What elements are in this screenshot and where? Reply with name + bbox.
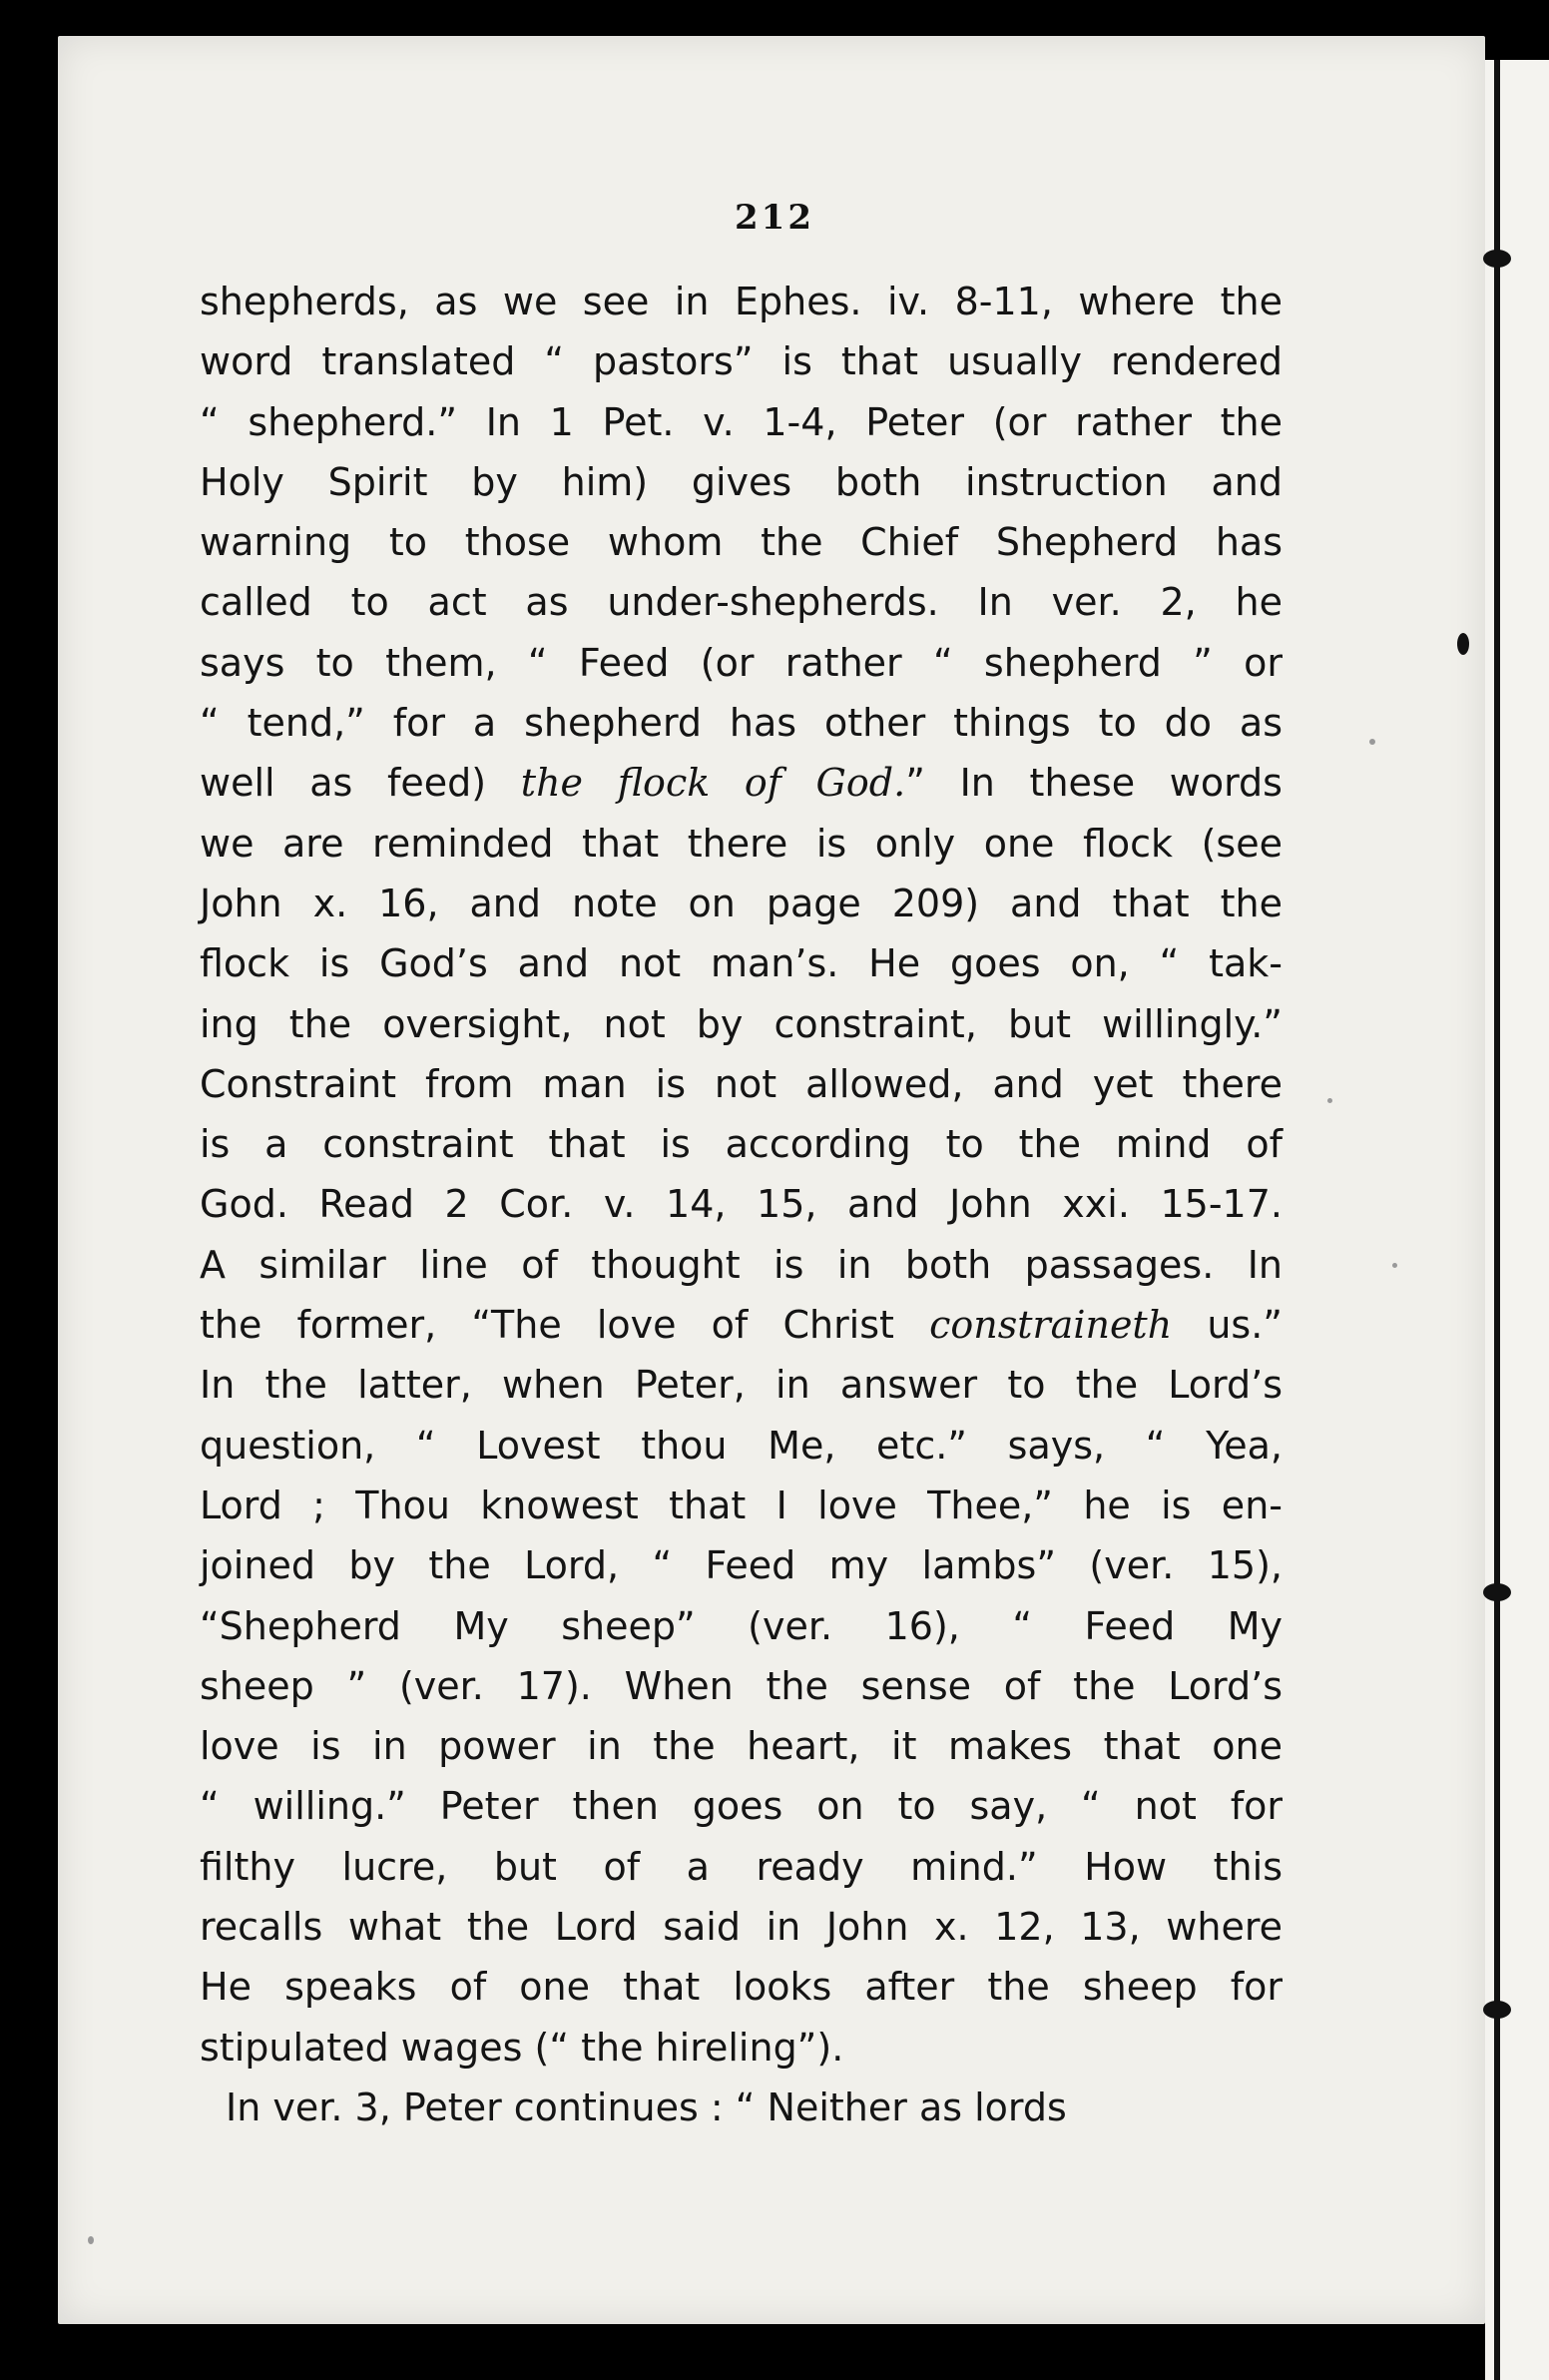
text-segment: In ver. 3, Peter continues : “ Neither as lords (226, 2084, 1067, 2129)
binding-stitch (1483, 250, 1511, 268)
text-segment: the former, “The love of Christ (200, 1303, 930, 1348)
text-segment: called to act as under-shepherds. In ver. 2, he (200, 580, 1283, 625)
text-segment: John x. 16, and note on page 209) and that the (200, 881, 1283, 925)
text-line (200, 1476, 1283, 1535)
text-line (200, 272, 1283, 331)
text-segment: well as feed) (200, 761, 521, 806)
text-segment: love is in power in the heart, it makes that one (200, 1724, 1283, 1769)
text-segment: stipulated wages (“ the hireling”). (200, 2025, 844, 2070)
text-line (200, 1114, 1283, 1174)
paper-speck (1327, 1098, 1332, 1103)
text-line (200, 1656, 1283, 1716)
text-segment: God. Read 2 Cor. v. 14, 15, and John xxi. 15-17. (200, 1182, 1283, 1227)
text-segment: He speaks of one that looks after the sheep for (200, 1965, 1283, 2010)
text-line (200, 1235, 1283, 1295)
text-segment: ” In these words (905, 761, 1283, 806)
text-line (200, 1837, 1283, 1897)
text-segment: recalls what the Lord said in John x. 12, 13, where (200, 1905, 1283, 1950)
text-line (200, 572, 1283, 632)
text-segment: ing the oversight, not by constraint, but willingly.” (200, 1001, 1283, 1046)
binding-stitch (1483, 1583, 1511, 1601)
text-line (200, 933, 1283, 993)
text-segment: In the latter, when Peter, in answer to the Lord’s (200, 1363, 1283, 1408)
text-line (200, 1416, 1283, 1476)
text-segment: Lord ; Thou knowest that I love Thee,” he is en- (200, 1483, 1283, 1527)
text-segment: “ willing.” Peter then goes on to say, “ not for (200, 1784, 1283, 1829)
text-segment: A similar line of thought is in both passages. In (200, 1242, 1283, 1287)
text-segment: Holy Spirit by him) gives both instruction and (200, 459, 1283, 504)
text-segment: Constraint from man is not allowed, and yet there (200, 1061, 1283, 1106)
italic-phrase: the flock of God. (520, 761, 906, 806)
text-segment: joined by the Lord, “ Feed my lambs” (ver. 15), (200, 1543, 1283, 1588)
text-line (200, 331, 1283, 391)
text-line (200, 874, 1283, 933)
text-segment: “ tend,” for a shepherd has other things to do as (200, 701, 1283, 746)
text-line (200, 693, 1283, 753)
text-segment: warning to those whom the Chief Shepherd has (200, 520, 1283, 565)
page-number: 212 (735, 198, 814, 238)
text-line (200, 753, 1283, 813)
text-line (200, 1355, 1283, 1415)
text-line (200, 1957, 1283, 2017)
text-line (200, 1776, 1283, 1836)
text-line (200, 512, 1283, 572)
text-line (200, 1716, 1283, 1776)
text-segment: question, “ Lovest thou Me, etc.” says, “ Yea, (200, 1423, 1283, 1468)
text-line (200, 2018, 1283, 2078)
text-segment: flock is God’s and not man’s. He goes on, “ tak- (200, 941, 1283, 986)
text-line (200, 814, 1283, 874)
text-segment: shepherds, as we see in Ephes. iv. 8-11, where the (200, 280, 1283, 323)
text-segment: filthy lucre, but of a ready mind.” How this (200, 1844, 1283, 1889)
text-line (200, 392, 1283, 452)
text-segment: “ shepherd.” In 1 Pet. v. 1-4, Peter (or rather the (200, 399, 1283, 444)
text-segment: sheep ” (ver. 17). When the sense of the Lord’s (200, 1663, 1283, 1708)
binding-stitch (1457, 633, 1469, 655)
text-line (200, 994, 1283, 1054)
text-segment: word translated “ pastors” is that usually rendered (200, 339, 1283, 384)
text-line (200, 1897, 1283, 1957)
text-line (200, 1596, 1283, 1656)
italic-phrase: constraineth (929, 1303, 1173, 1348)
text-segment: “Shepherd My sheep” (ver. 16), “ Feed My (200, 1603, 1283, 1648)
text-line (200, 1174, 1283, 1234)
paper-speck (88, 2236, 94, 2244)
text-segment: says to them, “ Feed (or rather “ shepherd ” or (200, 640, 1283, 685)
text-line (200, 452, 1283, 512)
binding-stitch (1483, 2001, 1511, 2019)
paper-speck (1369, 739, 1375, 745)
text-segment: we are reminded that there is only one flock (see (200, 821, 1283, 866)
text-segment: us.” (1172, 1303, 1283, 1348)
text-segment: is a constraint that is according to the mind of (200, 1122, 1283, 1167)
text-line (200, 2078, 1283, 2137)
body-text (200, 272, 1283, 2137)
paper-speck (1392, 1263, 1397, 1268)
text-line (200, 1054, 1283, 1114)
text-line (200, 633, 1283, 693)
text-line (200, 1295, 1283, 1355)
text-line (200, 1535, 1283, 1595)
binding-line (1494, 60, 1500, 2380)
